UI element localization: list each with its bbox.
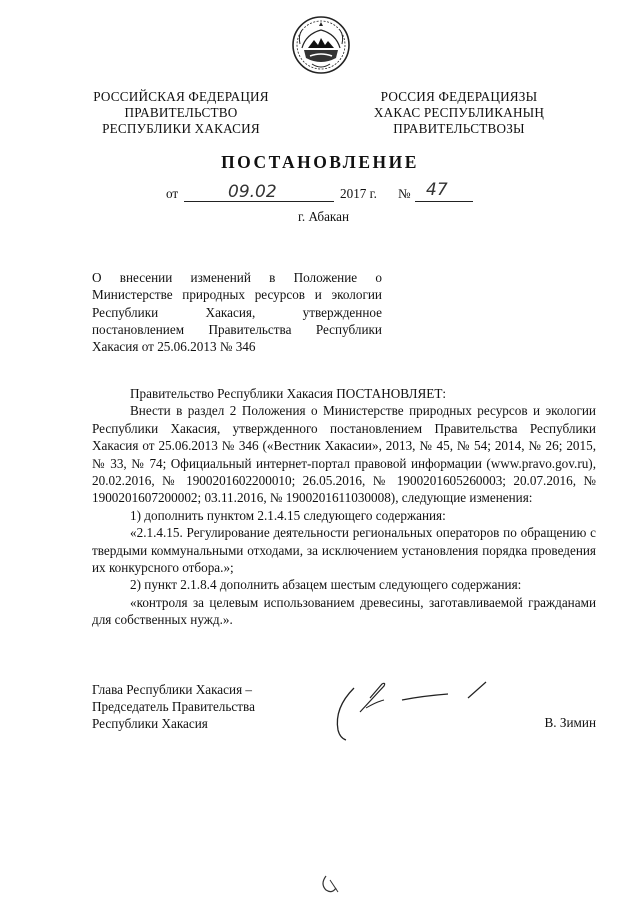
coat-of-arms-emblem xyxy=(290,14,352,76)
subject-line: Министерстве природных ресурсов и экологии xyxy=(92,287,382,303)
footer-handwritten-mark xyxy=(318,870,344,896)
header-right-line: РОССИЯ ФЕДЕРАЦИЯЗЫ xyxy=(380,89,538,104)
date-number-line xyxy=(0,180,640,206)
number-handwritten: 47 xyxy=(426,180,448,200)
subject-line: постановлением Правительства Республики xyxy=(92,321,382,337)
header-left-line: РЕСПУБЛИКИ ХАКАСИЯ xyxy=(102,121,260,136)
signer-line: Глава Республики Хакасия – xyxy=(92,682,253,697)
document-title: ПОСТАНОВЛЕНИЕ xyxy=(221,152,419,172)
header-left-line: ПРАВИТЕЛЬСТВО xyxy=(124,105,238,120)
signer-title-block xyxy=(92,681,292,732)
decree-statement: Правительство Республики Хакасия ПОСТАНОВЛЯЕТ: xyxy=(130,386,447,401)
item-2-text: «контроля за целевым использованием древесины, заготавливаемой гражданами для собственных нужд.». xyxy=(92,594,596,628)
number-label: № xyxy=(398,186,411,201)
number-underline xyxy=(415,201,473,202)
date-handwritten: 09.02 xyxy=(228,182,277,202)
header-right-line: ХАКАС РЕСПУБЛИКАНЫҢ xyxy=(373,105,545,120)
date-prefix: от xyxy=(166,186,179,201)
date-year: 2017 г. xyxy=(340,186,377,201)
body-text xyxy=(92,385,596,629)
signer-name: В. Зимин xyxy=(544,715,596,730)
item-1: 1) дополнить пунктом 2.1.4.15 следующего содержания: xyxy=(130,507,446,523)
header-left-block xyxy=(74,89,288,137)
intro-paragraph: Внести в раздел 2 Положения о Министерстве природных ресурсов и экологии Республики Хакасия, утвержденного постановлением Правительства Республики Хакасия от 25.06.2013 № 346 («Вестник Хакасии», 2013, № 45, № 54; 2014, № 26; 2015, № 33, № 74; Официальный интернет-портал правовой информации (www.pravo.gov.ru), 20.02.2016, № 1900201602200010; 26.05.2016, № 1900201605260003; 20.07.2016, № 1900201607200002; 03.11.2016, № 1900201611030008), следующие изменения: xyxy=(92,403,596,506)
handwritten-signature xyxy=(326,668,496,748)
signer-line: Республики Хакасия xyxy=(92,716,208,731)
subject-block xyxy=(92,269,382,355)
subject-line: О внесении изменений в Положение о xyxy=(92,270,382,285)
item-2: 2) пункт 2.1.8.4 дополнить абзацем шестым следующего содержания: xyxy=(130,577,522,593)
header-right-line: ПРАВИТЕЛЬСТВОЗЫ xyxy=(393,121,525,136)
subject-line: Республики Хакасия, утвержденное xyxy=(92,304,382,320)
subject-line: Хакасия от 25.06.2013 № 346 xyxy=(92,339,256,355)
header-left-line: РОССИЙСКАЯ ФЕДЕРАЦИЯ xyxy=(93,89,269,104)
header-right-block xyxy=(352,89,566,137)
signer-line: Председатель Правительства xyxy=(92,699,255,714)
city-label: г. Абакан xyxy=(298,209,350,224)
item-1-text: «2.1.4.15. Регулирование деятельности региональных операторов по обращению с твердыми коммунальными отходами, за исключением установления порядка проведения их конкурсного отбора.»; xyxy=(92,525,596,576)
